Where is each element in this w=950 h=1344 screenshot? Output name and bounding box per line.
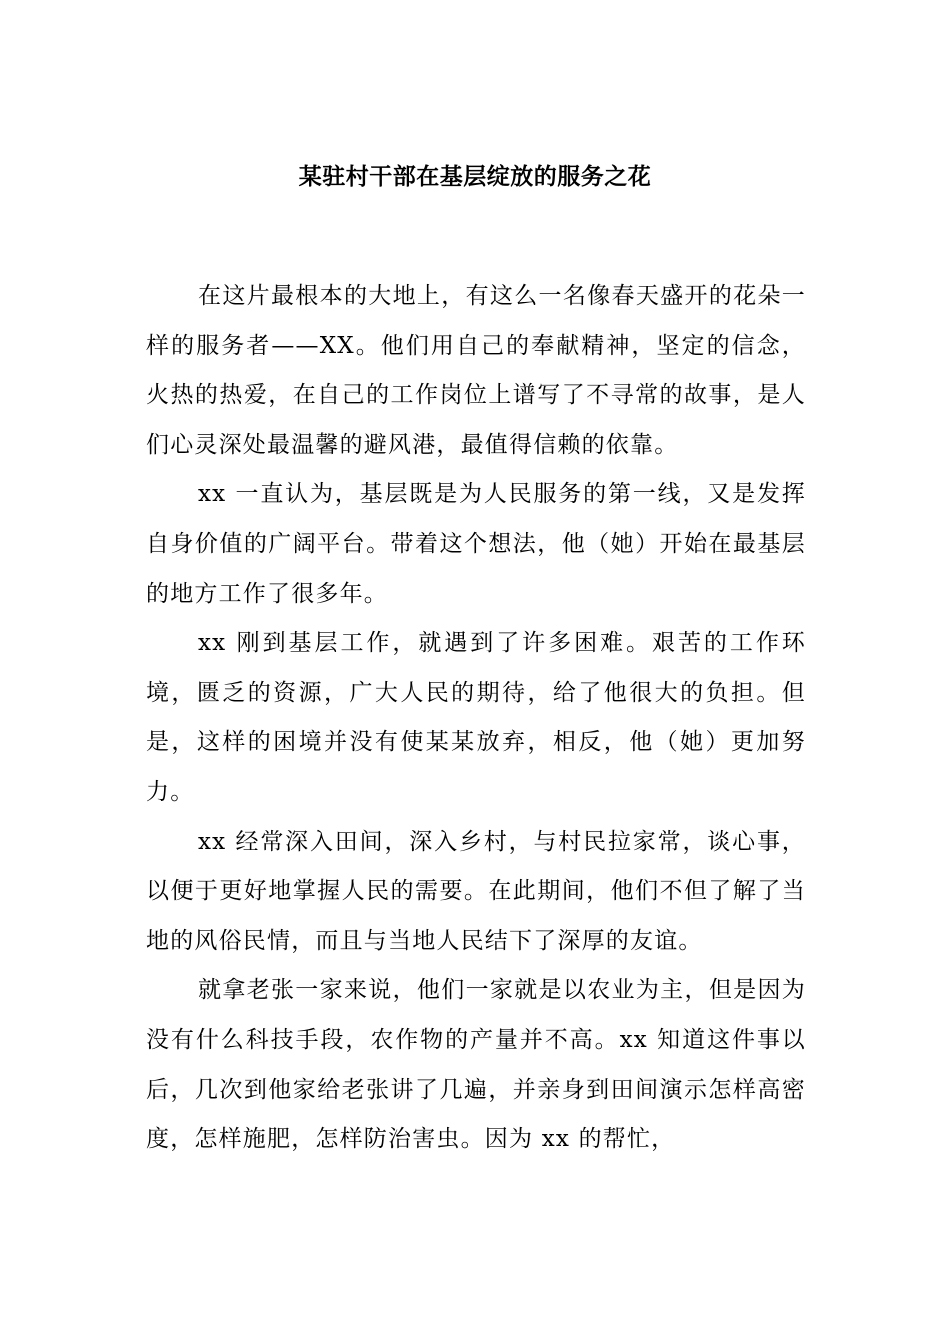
document-title: 某驻村干部在基层绽放的服务之花 [298,164,652,190]
paragraph-4: xx 经常深入田间，深入乡村，与村民拉家常，谈心事，以便于更好地掌握人民的需要。在此期间，他们不但了解了当地的风俗民情，而且与当地人民结下了深厚的友谊。 [146,828,806,954]
paragraph-5: 就拿老张一家来说，他们一家就是以农业为主，但是因为没有什么科技手段，农作物的产量并不高。xx 知道这件事以后，几次到他家给老张讲了几遍，并亲身到田间演示怎样高密度，怎样施肥，怎样防治害虫。因为 xx 的帮忙， [146,977,806,1153]
paragraph-3: xx 刚到基层工作，就遇到了许多困难。艰苦的工作环境，匮乏的资源，广大人民的期待，给了他很大的负担。但是，这样的困境并没有使某某放弃，相反，他（她）更加努力。 [146,630,806,805]
document-body [146,272,806,1165]
paragraph-2: xx 一直认为，基层既是为人民服务的第一线，又是发挥自身价值的广阔平台。带着这个想法，他（她）开始在最基层的地方工作了很多年。 [146,481,806,607]
paragraph-1: 在这片最根本的大地上，有这么一名像春天盛开的花朵一样的服务者——XX。他们用自己的奉献精神，坚定的信念，火热的热爱，在自己的工作岗位上谱写了不寻常的故事，是人们心灵深处最温馨的避风港，最值得信赖的依靠。 [146,283,806,458]
